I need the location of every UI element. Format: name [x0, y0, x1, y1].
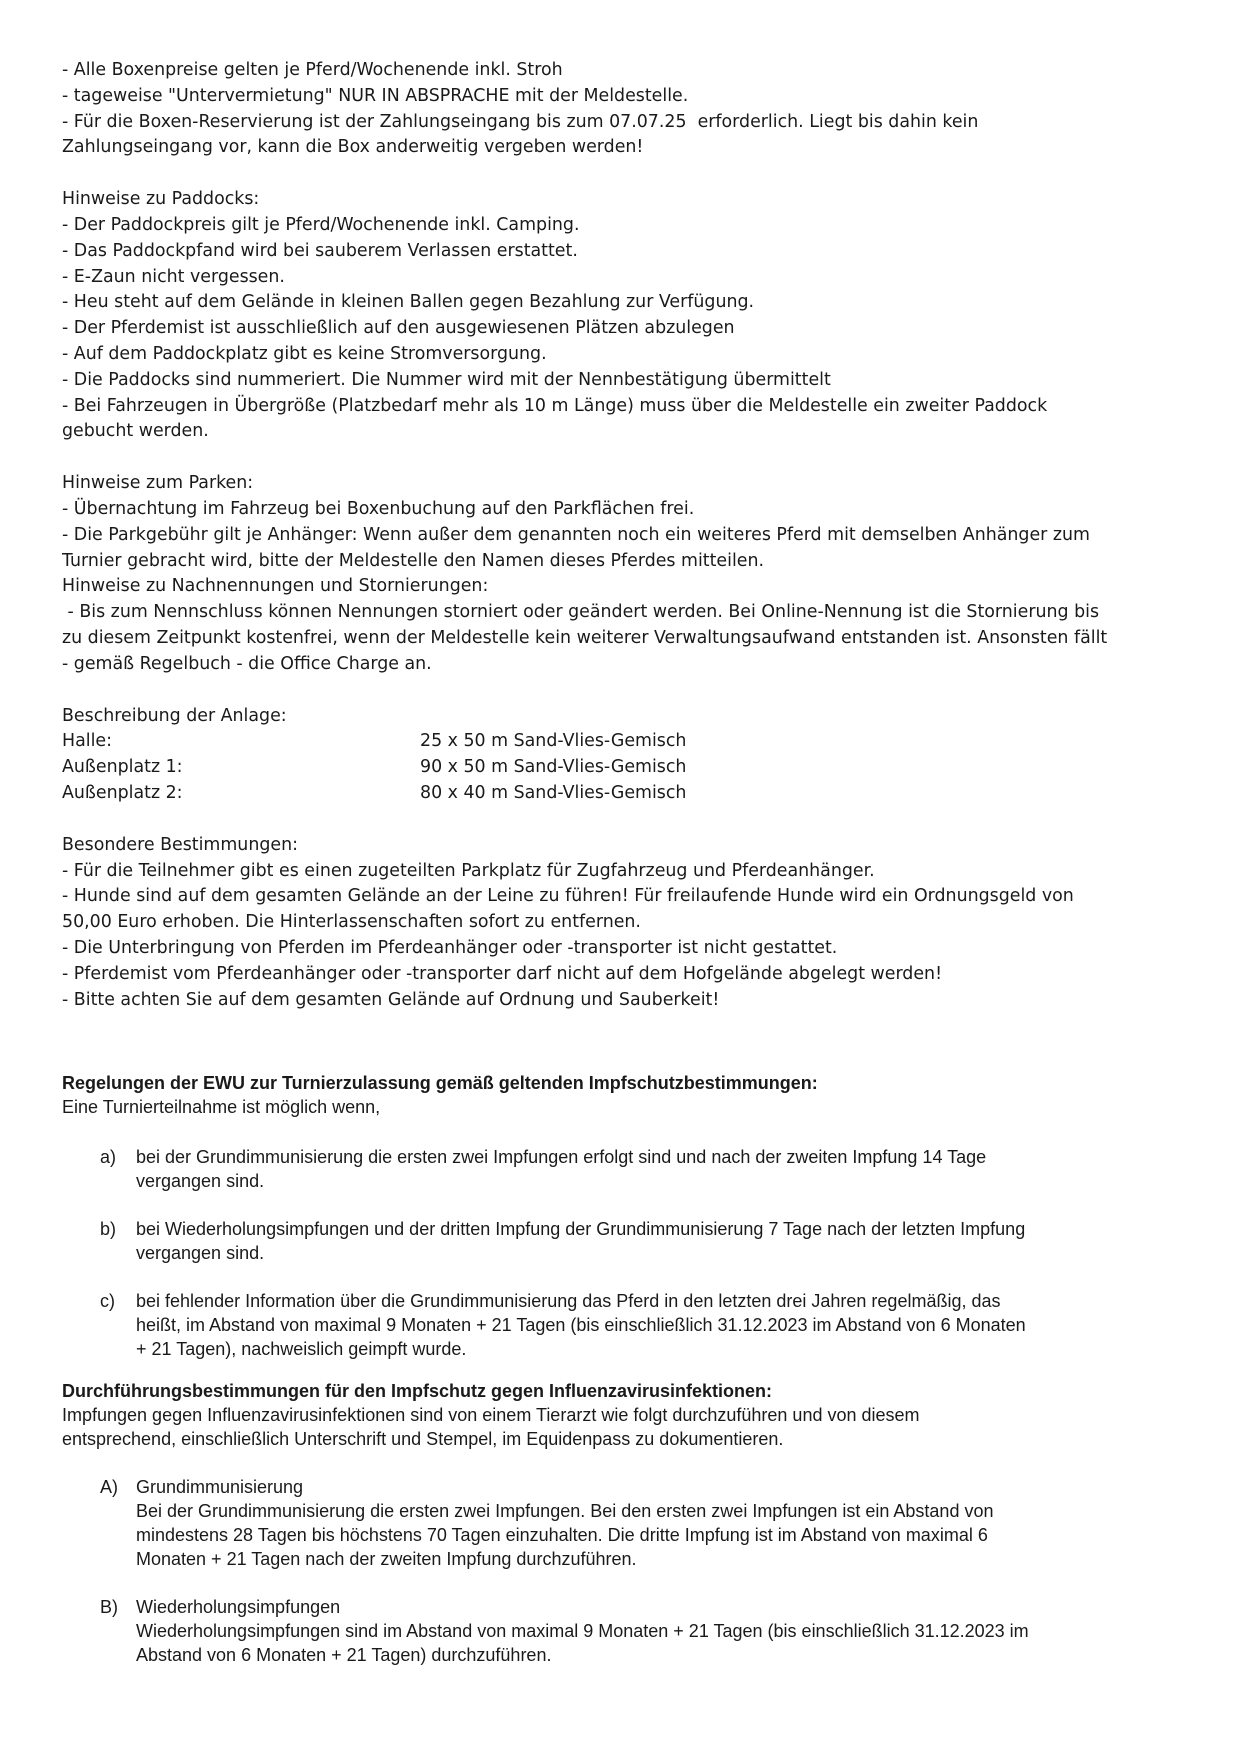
list-item [62, 1217, 1187, 1265]
list-label: A) [100, 1477, 118, 1498]
text-line: - Für die Boxen-Reservierung ist der Zahlungseingang bis zum 07.07.25 erforderlich. Liegt bis dahin kein [62, 111, 979, 132]
text-line: - gemäß Regelbuch - die Office Charge an. [62, 653, 432, 674]
facility-description [62, 704, 1187, 807]
facility-name: Außenplatz 1: [62, 757, 183, 778]
text-line: - E-Zaun nicht vergessen. [62, 266, 285, 287]
text-line: - Der Pferdemist ist ausschließlich auf den ausgewiesenen Plätzen abzulegen [62, 318, 735, 339]
text-line: Impfungen gegen Influenzavirusinfektionen sind von einem Tierarzt wie folgt durchzuführen und von diesem [62, 1405, 920, 1426]
section-heading: Durchführungsbestimmungen für den Impfschutz gegen Influenzavirusinfektionen: [62, 1381, 773, 1402]
text-line: - Für die Teilnehmer gibt es einen zugeteilten Parkplatz für Zugfahrzeug und Pferdeanhänger. [62, 860, 875, 881]
text-line: - Die Parkgebühr gilt je Anhänger: Wenn außer dem genannten noch ein weiteres Pferd mit demselben Anhänger zum [62, 524, 1090, 545]
text-line: Abstand von 6 Monaten + 21 Tagen) durchzuführen. [136, 1645, 552, 1666]
text-line: bei fehlender Information über die Grundimmunisierung das Pferd in den letzten drei Jahren regelmäßig, das [136, 1291, 1001, 1312]
text-line: bei der Grundimmunisierung die ersten zwei Impfungen erfolgt sind und nach der zweiten Impfung 14 Tage [136, 1147, 987, 1168]
text-line: Wiederholungsimpfungen [136, 1597, 341, 1618]
text-line: zu diesem Zeitpunkt kostenfrei, wenn der Meldestelle kein weiterer Verwaltungsaufwand entstanden ist. Ansonsten fällt [62, 627, 1108, 648]
list-label: c) [100, 1291, 115, 1312]
text-line: Monaten + 21 Tagen nach der zweiten Impfung durchzuführen. [136, 1549, 637, 1570]
text-line: Zahlungseingang vor, kann die Box anderweitig vergeben werden! [62, 137, 644, 158]
text-line: Grundimmunisierung [136, 1477, 304, 1498]
box-notes [62, 58, 1187, 161]
text-line: - Die Unterbringung von Pferden im Pferdeanhänger oder -transporter ist nicht gestattet. [62, 937, 838, 958]
text-line: Wiederholungsimpfungen sind im Abstand von maximal 9 Monaten + 21 Tagen (bis einschließlich 31.12.2023 im [136, 1621, 1029, 1642]
section-heading: Hinweise zu Nachnennungen und Stornierungen: [62, 576, 489, 597]
text-line: - Heu steht auf dem Gelände in kleinen Ballen gegen Bezahlung zur Verfügung. [62, 292, 755, 313]
facility-row [62, 781, 1187, 807]
special-rules [62, 833, 1187, 1014]
paddock-notes [62, 187, 1187, 445]
facility-row [62, 729, 1187, 755]
section-heading: Beschreibung der Anlage: [62, 705, 287, 726]
text-line: 50,00 Euro erhoben. Die Hinterlassenschaften sofort zu entfernen. [62, 912, 641, 933]
list-item [62, 1289, 1187, 1361]
list-label: a) [100, 1147, 117, 1168]
text-line: - Das Paddockpfand wird bei sauberem Verlassen erstattet. [62, 240, 578, 261]
text-line: - Auf dem Paddockplatz gibt es keine Stromversorgung. [62, 343, 547, 364]
text-line: vergangen sind. [136, 1243, 265, 1264]
text-line: vergangen sind. [136, 1171, 265, 1192]
list-item [62, 1145, 1187, 1193]
text-line: - Hunde sind auf dem gesamten Gelände an der Leine zu führen! Für freilaufende Hunde wird ein Ordnungsgeld von [62, 886, 1074, 907]
facility-value: 80 x 40 m Sand-Vlies-Gemisch [420, 782, 687, 803]
section-heading: Besondere Bestimmungen: [62, 834, 298, 855]
text-line: bei Wiederholungsimpfungen und der dritten Impfung der Grundimmunisierung 7 Tage nach der letzten Impfung [136, 1219, 1026, 1240]
vaccination-rules [62, 1071, 1187, 1667]
list-label: b) [100, 1219, 117, 1240]
text-line: - tageweise "Untervermietung" NUR IN ABSPRACHE mit der Meldestelle. [62, 85, 689, 106]
parking-notes [62, 471, 1187, 677]
facility-value: 90 x 50 m Sand-Vlies-Gemisch [420, 757, 687, 778]
text-line: - Alle Boxenpreise gelten je Pferd/Wochenende inkl. Stroh [62, 60, 563, 80]
facility-row [62, 755, 1187, 781]
facility-value: 25 x 50 m Sand-Vlies-Gemisch [420, 731, 687, 752]
text-line: gebucht werden. [62, 421, 209, 442]
text-line: - Die Paddocks sind nummeriert. Die Nummer wird mit der Nennbestätigung übermittelt [62, 369, 831, 390]
text-line: mindestens 28 Tagen bis höchstens 70 Tagen einzuhalten. Die dritte Impfung ist im Abstand von maximal 6 [136, 1525, 988, 1546]
text-line: heißt, im Abstand von maximal 9 Monaten + 21 Tagen (bis einschließlich 31.12.2023 im Abstand von 6 Monaten [136, 1315, 1026, 1336]
facility-name: Außenplatz 2: [62, 782, 183, 803]
list-label: B) [100, 1597, 118, 1618]
document-page [62, 58, 1187, 1667]
text-line: entsprechend, einschließlich Unterschrift und Stempel, im Equidenpass zu dokumentieren. [62, 1429, 784, 1450]
text-line: - Der Paddockpreis gilt je Pferd/Wochenende inkl. Camping. [62, 214, 580, 235]
text-line: + 21 Tagen), nachweislich geimpft wurde. [136, 1339, 467, 1360]
section-heading: Regelungen der EWU zur Turnierzulassung gemäß geltenden Impfschutzbestimmungen: [62, 1073, 818, 1094]
list-item [62, 1595, 1187, 1667]
text-line: - Pferdemist vom Pferdeanhänger oder -transporter darf nicht auf dem Hofgelände abgelegt werden! [62, 963, 943, 984]
text-line: Eine Turnierteilnahme ist möglich wenn, [62, 1097, 381, 1118]
text-line: Turnier gebracht wird, bitte der Meldestelle den Namen dieses Pferdes mitteilen. [62, 550, 765, 571]
facility-name: Halle: [62, 731, 112, 752]
text-line: - Bei Fahrzeugen in Übergröße (Platzbedarf mehr als 10 m Länge) muss über die Meldestelle ein zweiter Paddock [62, 395, 1048, 416]
text-line: - Bis zum Nennschluss können Nennungen storniert oder geändert werden. Bei Online-Nennung ist die Stornierung bis [62, 602, 1100, 623]
section-heading: Hinweise zu Paddocks: [62, 189, 260, 210]
text-line: Bei der Grundimmunisierung die ersten zwei Impfungen. Bei den ersten zwei Impfungen ist ein Abstand von [136, 1501, 994, 1522]
text-line: - Übernachtung im Fahrzeug bei Boxenbuchung auf den Parkflächen frei. [62, 498, 695, 519]
list-item [62, 1475, 1187, 1571]
section-heading: Hinweise zum Parken: [62, 473, 254, 494]
text-line: - Bitte achten Sie auf dem gesamten Gelände auf Ordnung und Sauberkeit! [62, 989, 720, 1010]
